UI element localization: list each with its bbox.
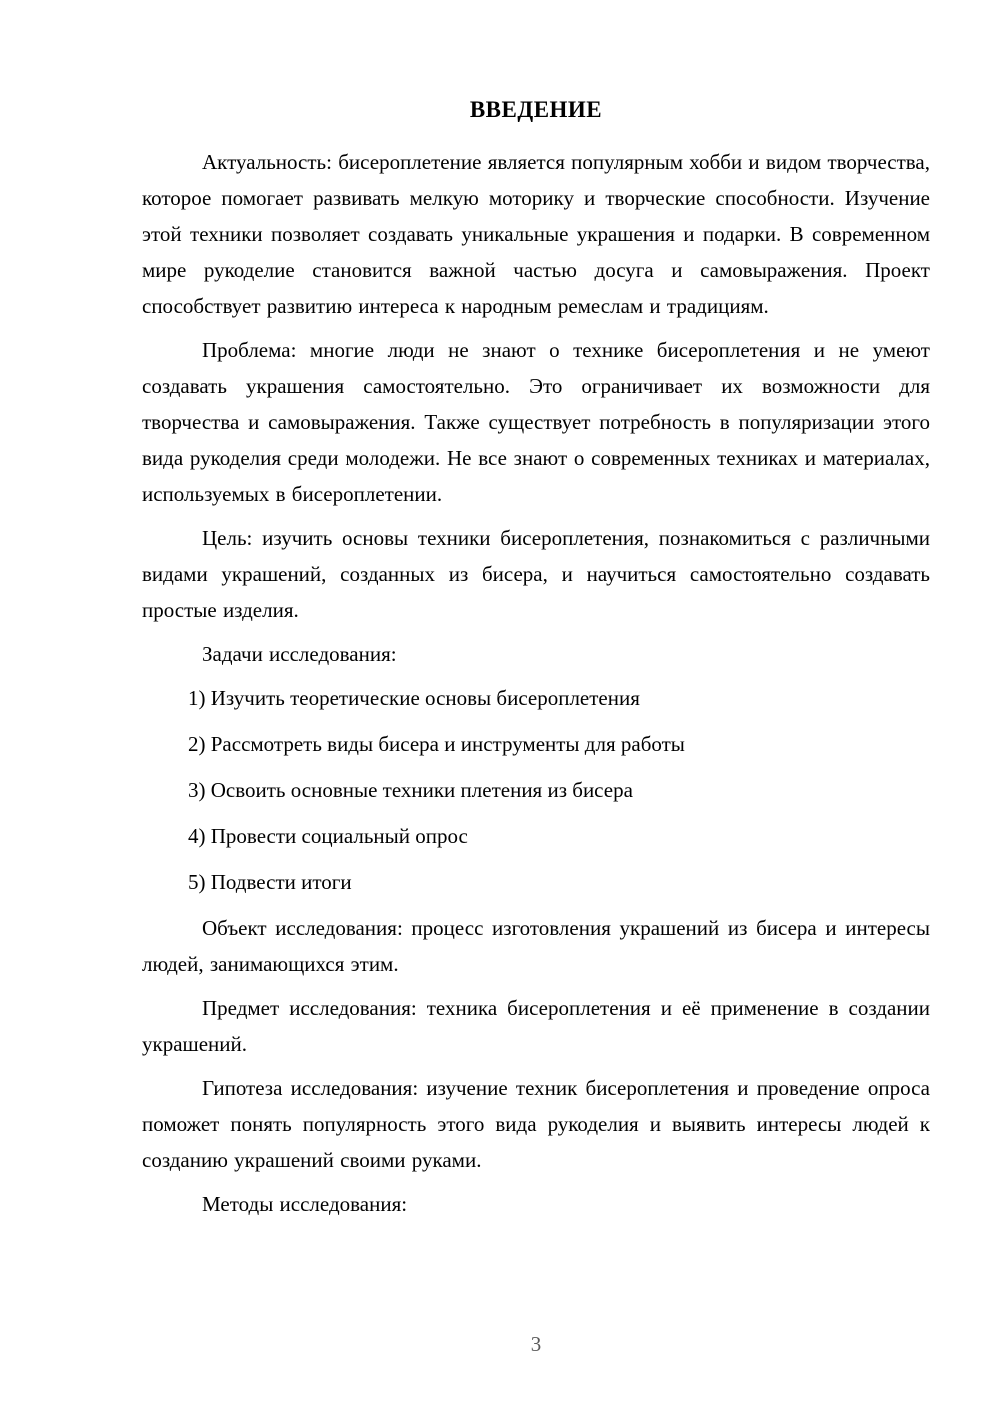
page-title: ВВЕДЕНИЕ (469, 97, 603, 122)
task-item-3: 3) Освоить основные техники плетения из бисера (188, 778, 633, 802)
paragraph-object: Объект исследования: процесс изготовления украшений из бисера и интересы людей, занимающихся этим. (142, 916, 930, 976)
paragraph-relevance: Актуальность: бисероплетение является популярным хобби и видом творчества, которое помогает развивать мелкую моторику и творческие способности. Изучение этой техники позволяет создавать уникальные украшения и подарки. В современном мире рукоделие становится важной частью досуга и самовыражения. Проект способствует развитию интереса к народным ремеслам и традициям. (142, 150, 930, 318)
task-item-1: 1) Изучить теоретические основы бисероплетения (188, 686, 640, 710)
task-item-2: 2) Рассмотреть виды бисера и инструменты для работы (188, 732, 685, 756)
task-item-5: 5) Подвести итоги (188, 870, 352, 894)
paragraph-subject: Предмет исследования: техника бисероплетения и её применение в создании украшений. (142, 996, 930, 1056)
page-content (142, 96, 930, 1230)
task-item-4: 4) Провести социальный опрос (188, 824, 468, 848)
methods-heading: Методы исследования: (202, 1192, 408, 1216)
tasks-heading: Задачи исследования: (202, 642, 397, 666)
paragraph-hypothesis: Гипотеза исследования: изучение техник бисероплетения и проведение опроса поможет понять популярность этого вида рукоделия и выявить интересы людей к созданию украшений своими руками. (142, 1076, 930, 1172)
page-number: 3 (530, 1332, 542, 1356)
paragraph-goal: Цель: изучить основы техники бисероплетения, познакомиться с различными видами украшений, созданных из бисера, и научиться самостоятельно создавать простые изделия. (142, 526, 930, 622)
paragraph-problem: Проблема: многие люди не знают о технике бисероплетения и не умеют создавать украшения самостоятельно. Это ограничивает их возможности для творчества и самовыражения. Также существует потребность в популяризации этого вида рукоделия среди молодежи. Не все знают о современных техниках и материалах, используемых в бисероплетении. (142, 338, 930, 506)
